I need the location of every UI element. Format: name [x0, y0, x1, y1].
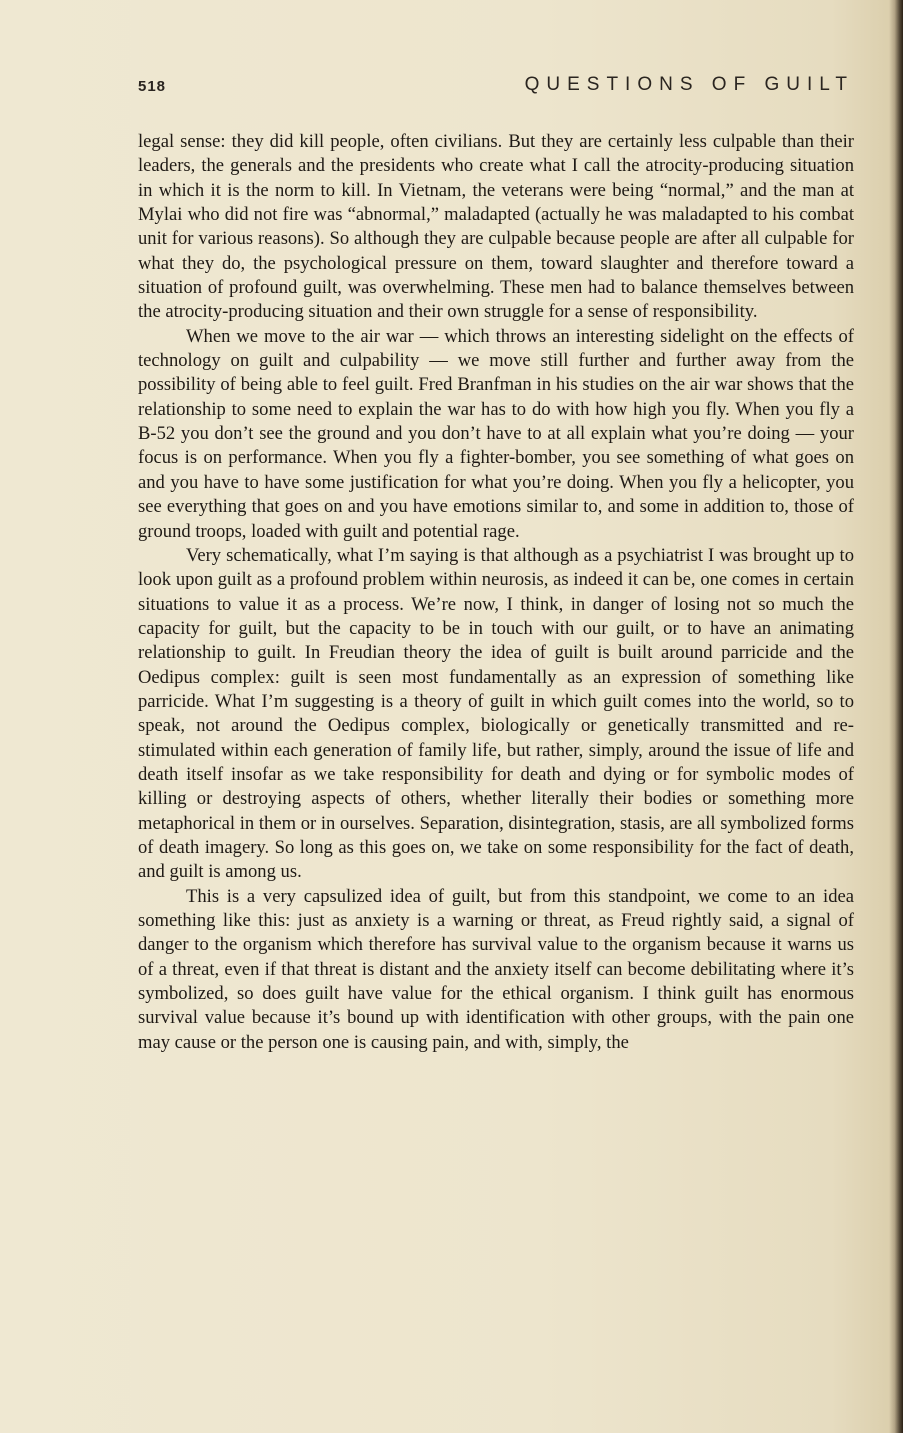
page-header: [138, 74, 854, 100]
running-head: QUESTIONS OF GUILT: [524, 74, 854, 95]
paragraph-2: When we move to the air war — which throws an interesting sidelight on the effects of technology on guilt and culpability — we move still further and further away from the possibility of being able to feel guilt. Fred Branfman in his studies on the air war shows that the relationship to some need to explain the war has to do with how high you fly. When you fly a B-52 you don’t see the ground and you don’t have to at all explain what you’re doing — your focus is on performance. When you fly a fighter-bomber, you see something of what goes on and you have to have some justification for what you’re doing. When you fly a helicopter, you see everything that goes on and you have emotions similar to, and some in addition to, those of ground troops, loaded with guilt and potential rage.: [138, 325, 854, 542]
body-text: [138, 130, 854, 1055]
page-number: 518: [138, 78, 167, 95]
paragraph-1: legal sense: they did kill people, often civilians. But they are certainly less culpable than their leaders, the generals and the presidents who create what I call the atrocity-producing situation in which it is the norm to kill. In Vietnam, the veterans were being “normal,” and the man at Mylai who did not fire was “abnormal,” maladapted (actually he was maladapted to his combat unit for various reasons). So although they are culpable because people are after all culpable for what they do, the psychological pressure on them, toward slaughter and therefore toward a situation of profound guilt, was overwhelming. These men had to balance themselves between the atrocity-producing situation and their own struggle for a sense of responsibility.: [138, 131, 854, 323]
paragraph-4: This is a very capsulized idea of guilt, but from this standpoint, we come to an idea something like this: just as anxiety is a warning or threat, as Freud rightly said, a signal of danger to the organism which therefore has survival value to the organism because it warns us of a threat, even if that threat is distant and the anxiety itself can become debilitating where it’s symbolized, so does guilt have value for the ethical organism. I think guilt has enormous survival value because it’s bound up with identification with other groups, with the pain one may cause or the person one is causing pain, and with, simply, the: [138, 885, 854, 1053]
paragraph-3: Very schematically, what I’m saying is that although as a psychiatrist I was brought up to look upon guilt as a profound problem within neurosis, as indeed it can be, one comes in certain situations to value it as a process. We’re now, I think, in danger of losing not so much the capacity for guilt, but the capacity to be in touch with our guilt, or to have an animating relationship to guilt. In Freudian theory the idea of guilt is built around parricide and the Oedipus complex: guilt is seen most fundamentally as an expression of something like parricide. What I’m suggesting is a theory of guilt in which guilt comes into the world, so to speak, not around the Oedipus complex, biologically or genetically transmitted and re-stimulated within each generation of family life, but rather, simply, around the issue of life and death itself insofar as we take responsibility for death and dying or for symbolic modes of killing or destroying aspects of others, whether literally their bodies or something more metaphorical in them or in ourselves. Separation, disintegration, stasis, are all symbolized forms of death imagery. So long as this goes on, we take on some responsibility for the fact of death, and guilt is among us.: [138, 544, 854, 883]
book-spine-shadow: [889, 0, 903, 1433]
